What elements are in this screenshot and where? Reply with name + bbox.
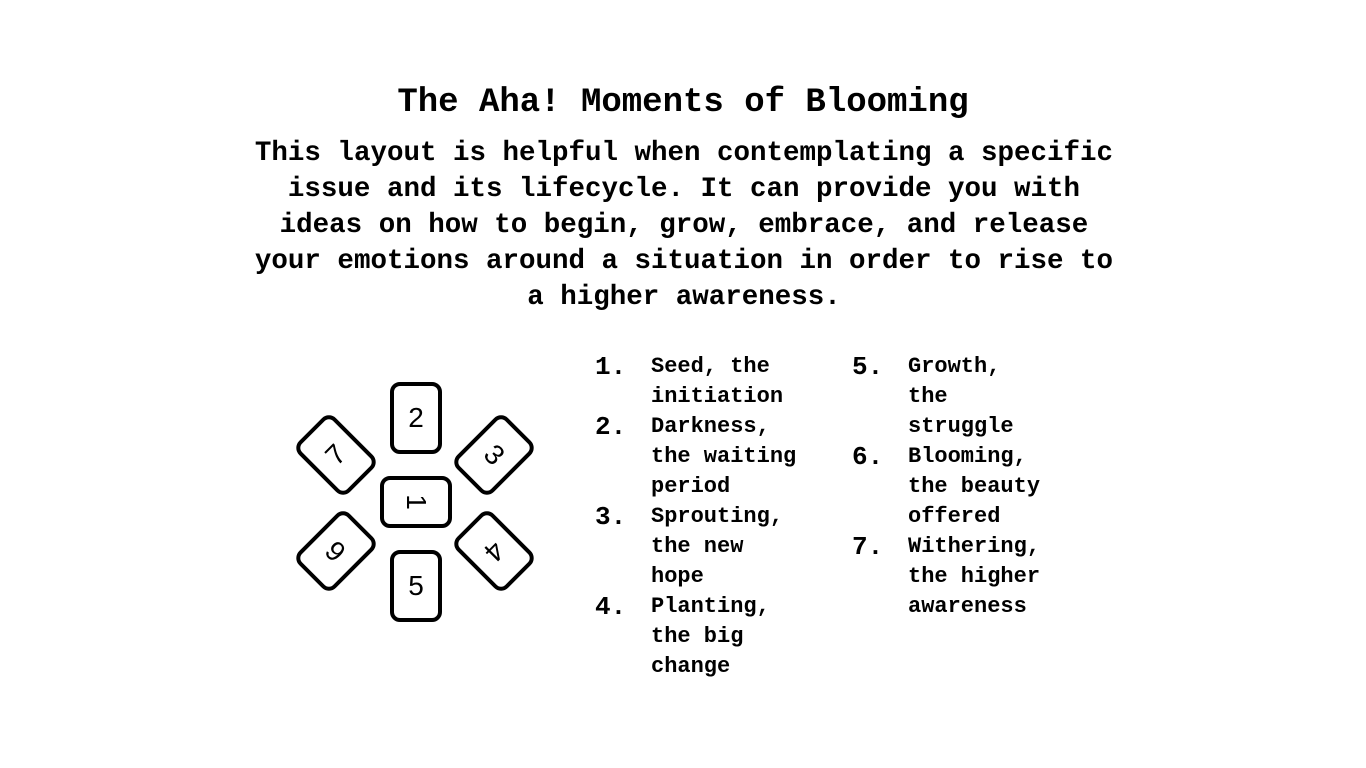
legend-item-6 (852, 442, 1082, 532)
legend-item-3 (595, 502, 835, 592)
spread-diagram (280, 364, 560, 644)
card-1 (380, 476, 452, 528)
page-title: The Aha! Moments of Blooming (397, 84, 969, 122)
legend-number: 5. (852, 352, 884, 382)
legend-item-2 (595, 412, 835, 502)
legend-text: Seed, the initiation (651, 354, 784, 409)
card-3-label: 3 (477, 438, 511, 472)
card-6 (292, 507, 380, 595)
legend-text: Blooming, the beauty offered (908, 444, 1041, 529)
legend-text: Withering, the higher awareness (908, 534, 1041, 619)
legend-item-1 (595, 352, 835, 412)
card-2-label: 2 (408, 402, 424, 433)
legend-number: 3. (595, 502, 627, 532)
legend-number: 4. (595, 592, 627, 622)
legend-text: Growth, the struggle (908, 354, 1014, 439)
card-1-label: 1 (400, 494, 432, 510)
legend-number: 2. (595, 412, 627, 442)
legend-column-2 (852, 352, 1082, 622)
legend-number: 6. (852, 442, 884, 472)
card-6-label: 6 (319, 534, 353, 568)
card-5-label: 5 (408, 570, 424, 601)
card-7 (292, 411, 380, 499)
card-4 (450, 507, 538, 595)
legend-item-4 (595, 592, 835, 682)
card-5 (390, 550, 442, 622)
card-7-label: 7 (319, 438, 353, 472)
legend-number: 7. (852, 532, 884, 562)
card-4-label: 4 (477, 534, 511, 568)
legend-text: Darkness, the waiting period (651, 414, 797, 499)
legend-number: 1. (595, 352, 627, 382)
legend-text: Sprouting, the new hope (651, 504, 784, 589)
legend-item-5 (852, 352, 1082, 442)
legend-text: Planting, the big change (651, 594, 770, 679)
intro-paragraph: This layout is helpful when contemplating a specific issue and its lifecycle. It can provide you with ideas on how to begin, grow, embrace, and release your emotions around a situation in order to rise to a higher awareness. (254, 138, 1114, 313)
card-2 (390, 382, 442, 454)
card-3 (450, 411, 538, 499)
legend-column-1 (595, 352, 835, 682)
legend-item-7 (852, 532, 1082, 622)
